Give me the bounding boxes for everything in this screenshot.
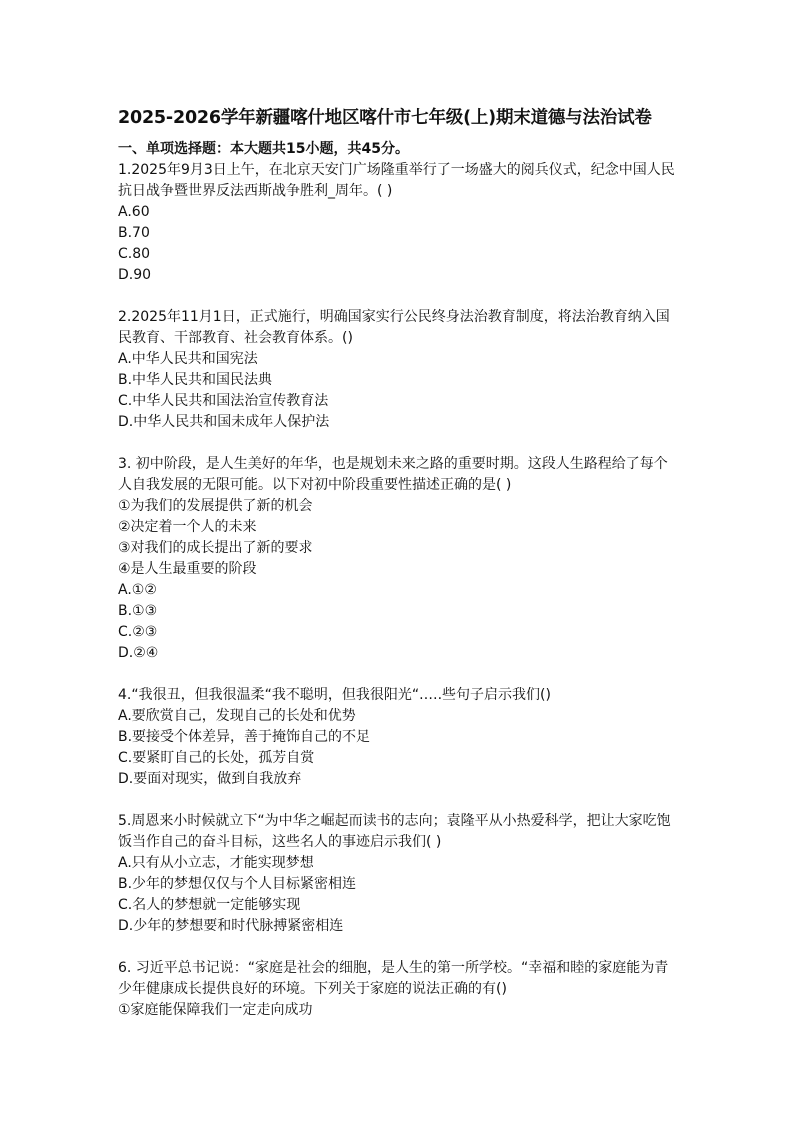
answer-option: D.②④ — [118, 645, 159, 661]
statement-item: ①为我们的发展提供了新的机会 — [118, 498, 313, 514]
answer-option: A.①② — [118, 582, 157, 598]
question-stem: 2.2025年11月1日，正式施行，明确国家实行公民终身法治教育制度，将法治教育纳入国民教育、干部教育、社会教育体系。() — [118, 309, 670, 346]
answer-option: A.中华人民共和国宪法 — [118, 351, 258, 367]
answer-option: B.少年的梦想仅仅与个人目标紧密相连 — [118, 876, 357, 892]
question-stem: 1.2025年9月3日上午，在北京天安门广场隆重举行了一场盛大的阅兵仪式，纪念中国人民抗日战争暨世界反法西斯战争胜利_周年。( ) — [118, 162, 675, 199]
answer-option: B.要接受个体差异，善于掩饰自己的不足 — [118, 729, 371, 745]
answer-option: D.中华人民共和国未成年人保护法 — [118, 414, 330, 430]
answer-option: D.90 — [118, 267, 152, 283]
question-stem: 4.“我很丑，但我很温柔“我不聪明，但我很阳光“.….些句子启示我们() — [118, 687, 551, 703]
answer-option: C.中华人民共和国法治宣传教育法 — [118, 393, 329, 409]
question — [118, 454, 678, 664]
section-heading: 一、单项选择题：本大题共15小题，共45分。 — [118, 141, 409, 157]
question — [118, 811, 678, 937]
answer-option: B.①③ — [118, 603, 158, 619]
answer-option: A.只有从小立志，才能实现梦想 — [118, 855, 314, 871]
exam-title: 2025-2026学年新疆喀什地区喀什市七年级(上)期末道德与法治试卷 — [118, 108, 652, 128]
answer-option: A.要欣赏自己，发现自己的长处和优势 — [118, 708, 356, 724]
statement-item: ②决定着一个人的未来 — [118, 519, 257, 535]
statement-item: ④是人生最重要的阶段 — [118, 561, 257, 577]
answer-option: B.中华人民共和国民法典 — [118, 372, 273, 388]
answer-option: C.要紧盯自己的长处，孤芳自赏 — [118, 750, 315, 766]
question-list — [118, 160, 678, 1021]
question — [118, 307, 678, 433]
question — [118, 958, 678, 1021]
answer-option: D.要面对现实，做到自我放弃 — [118, 771, 302, 787]
answer-option: B.70 — [118, 225, 150, 241]
question-stem: 5.周恩来小时候就立下“为中华之崛起而读书的志向；袁隆平从小热爱科学，把让大家吃饱饭当作自己的奋斗目标，这些名人的事迹启示我们( ) — [118, 813, 671, 850]
answer-option: C.名人的梦想就一定能够实现 — [118, 897, 301, 913]
answer-option: A.60 — [118, 204, 150, 220]
answer-option: C.80 — [118, 246, 151, 262]
answer-option: D.少年的梦想要和时代脉搏紧密相连 — [118, 918, 344, 934]
question — [118, 685, 678, 790]
question-stem: 6. 习近平总书记说：“家庭是社会的细胞，是人生的第一所学校。“幸福和睦的家庭能为青少年健康成长提供良好的环境。下列关于家庭的说法正确的有() — [118, 960, 669, 997]
statement-item: ③对我们的成长提出了新的要求 — [118, 540, 313, 556]
question-stem: 3. 初中阶段，是人生美好的年华，也是规划未来之路的重要时期。这段人生路程给了每个人自我发展的无限可能。以下对初中阶段重要性描述正确的是( ) — [118, 456, 668, 493]
question — [118, 160, 678, 286]
statement-item: ①家庭能保障我们一定走向成功 — [118, 1002, 313, 1018]
answer-option: C.②③ — [118, 624, 158, 640]
